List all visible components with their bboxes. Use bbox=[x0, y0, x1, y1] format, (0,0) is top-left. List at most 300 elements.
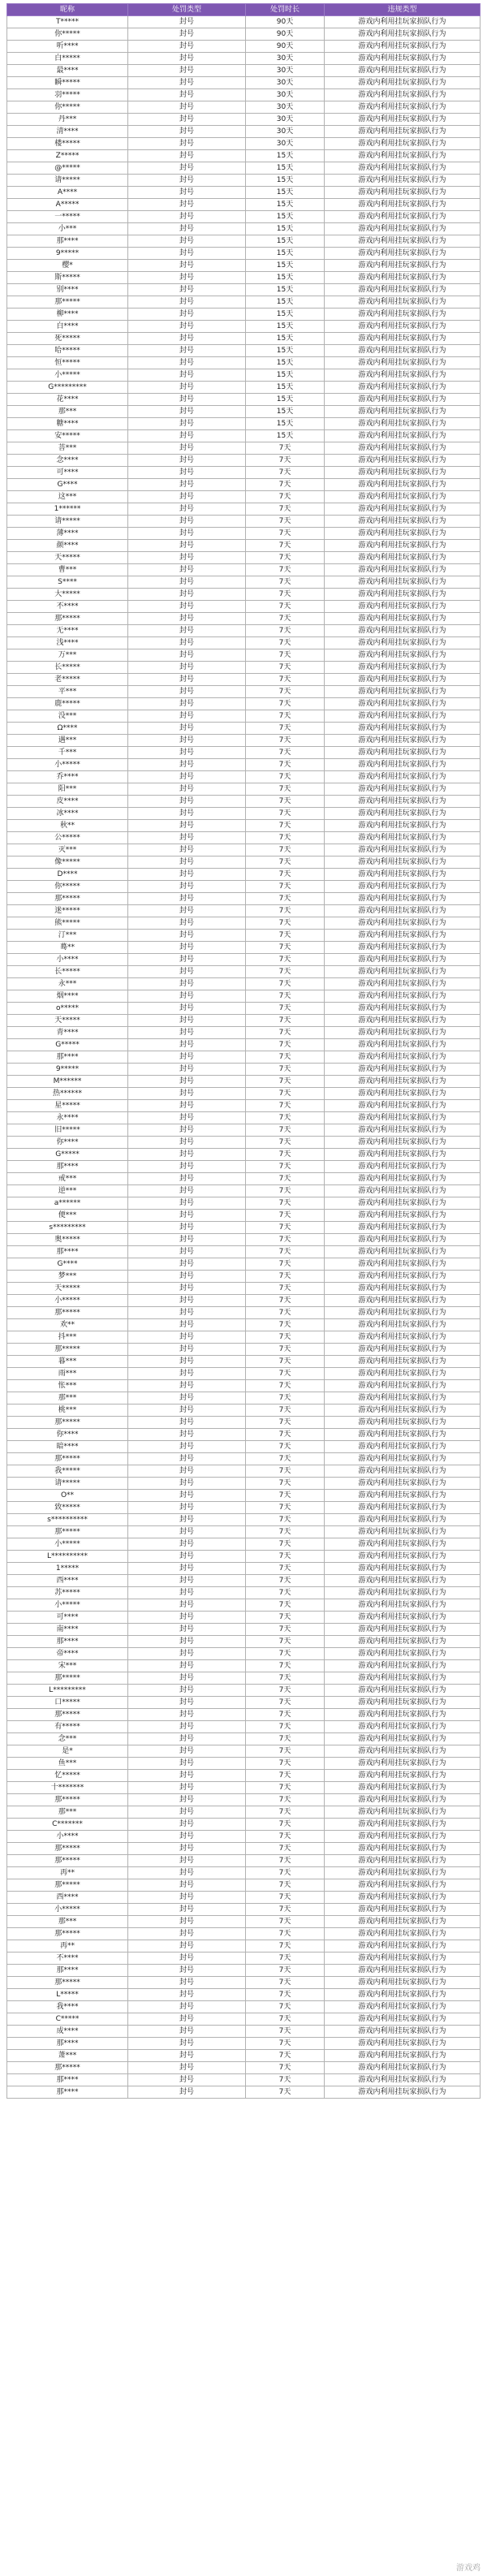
table-row bbox=[7, 990, 481, 1003]
cell-nickname: 小***** bbox=[7, 759, 128, 771]
table-row bbox=[7, 2026, 481, 2038]
cell-violation-type: 游戏内利用挂玩家损队行为 bbox=[325, 1697, 481, 1709]
cell-penalty-duration: 90天 bbox=[246, 28, 325, 41]
cell-penalty-type: 封号 bbox=[128, 1794, 246, 1806]
cell-nickname: 死***** bbox=[7, 333, 128, 345]
cell-violation-type: 游戏内利用挂玩家损队行为 bbox=[325, 1745, 481, 1758]
cell-penalty-duration: 7天 bbox=[246, 1356, 325, 1368]
cell-violation-type: 游戏内利用挂玩家损队行为 bbox=[325, 1709, 481, 1721]
cell-nickname: 有***** bbox=[7, 1721, 128, 1733]
table-row bbox=[7, 1137, 481, 1149]
cell-penalty-type: 封号 bbox=[128, 649, 246, 662]
cell-penalty-duration: 7天 bbox=[246, 1344, 325, 1356]
cell-penalty-duration: 7天 bbox=[246, 1758, 325, 1770]
table-row bbox=[7, 1989, 481, 2001]
table-row bbox=[7, 1185, 481, 1197]
cell-violation-type: 游戏内利用挂玩家损队行为 bbox=[325, 552, 481, 564]
cell-nickname: 那***** bbox=[7, 296, 128, 309]
cell-penalty-type: 封号 bbox=[128, 686, 246, 698]
table-row bbox=[7, 1855, 481, 1867]
cell-penalty-type: 封号 bbox=[128, 1197, 246, 1210]
cell-penalty-duration: 7天 bbox=[246, 1660, 325, 1672]
cell-penalty-duration: 7天 bbox=[246, 1733, 325, 1745]
cell-violation-type: 游戏内利用挂玩家损队行为 bbox=[325, 516, 481, 528]
cell-violation-type: 游戏内利用挂玩家损队行为 bbox=[325, 1636, 481, 1648]
cell-penalty-duration: 7天 bbox=[246, 1331, 325, 1344]
table-row bbox=[7, 1916, 481, 1928]
cell-violation-type: 游戏内利用挂玩家损队行为 bbox=[325, 1952, 481, 1965]
table-header-row bbox=[7, 4, 481, 16]
cell-penalty-type: 封号 bbox=[128, 89, 246, 101]
table-row bbox=[7, 126, 481, 138]
cell-penalty-duration: 7天 bbox=[246, 1100, 325, 1112]
table-row bbox=[7, 114, 481, 126]
cell-nickname: 旧***** bbox=[7, 1124, 128, 1137]
table-row bbox=[7, 1088, 481, 1100]
cell-nickname: 那**** bbox=[7, 2086, 128, 2099]
cell-penalty-duration: 7天 bbox=[246, 1295, 325, 1307]
cell-penalty-duration: 7天 bbox=[246, 2050, 325, 2062]
cell-penalty-duration: 7天 bbox=[246, 1502, 325, 1514]
cell-penalty-type: 封号 bbox=[128, 309, 246, 321]
cell-nickname: O** bbox=[7, 1490, 128, 1502]
cell-penalty-duration: 7天 bbox=[246, 1977, 325, 1989]
cell-nickname: 清**** bbox=[7, 126, 128, 138]
table-row bbox=[7, 576, 481, 589]
cell-nickname: 楼***** bbox=[7, 138, 128, 150]
cell-violation-type: 游戏内利用挂玩家损队行为 bbox=[325, 1892, 481, 1904]
cell-penalty-duration: 7天 bbox=[246, 1258, 325, 1271]
table-row bbox=[7, 467, 481, 479]
cell-violation-type: 游戏内利用挂玩家损队行为 bbox=[325, 820, 481, 832]
cell-nickname: 苏***** bbox=[7, 1587, 128, 1599]
table-row bbox=[7, 1672, 481, 1685]
cell-penalty-type: 封号 bbox=[128, 357, 246, 369]
cell-penalty-type: 封号 bbox=[128, 345, 246, 357]
table-row bbox=[7, 1551, 481, 1563]
cell-nickname: 那***** bbox=[7, 1453, 128, 1465]
table-row bbox=[7, 796, 481, 808]
cell-penalty-type: 封号 bbox=[128, 1465, 246, 1478]
cell-penalty-duration: 7天 bbox=[246, 1149, 325, 1161]
table-row bbox=[7, 1952, 481, 1965]
cell-penalty-duration: 15天 bbox=[246, 357, 325, 369]
table-row bbox=[7, 540, 481, 552]
table-row bbox=[7, 1271, 481, 1283]
cell-penalty-type: 封号 bbox=[128, 126, 246, 138]
cell-violation-type: 游戏内利用挂玩家损队行为 bbox=[325, 1076, 481, 1088]
cell-nickname: 没*** bbox=[7, 710, 128, 723]
cell-nickname: Z***** bbox=[7, 150, 128, 162]
cell-penalty-type: 封号 bbox=[128, 1076, 246, 1088]
cell-nickname: 那***** bbox=[7, 893, 128, 905]
cell-nickname: 阳*** bbox=[7, 783, 128, 796]
cell-penalty-duration: 30天 bbox=[246, 138, 325, 150]
cell-violation-type: 游戏内利用挂玩家损队行为 bbox=[325, 187, 481, 199]
cell-penalty-duration: 7天 bbox=[246, 516, 325, 528]
cell-penalty-type: 封号 bbox=[128, 990, 246, 1003]
table-row bbox=[7, 1003, 481, 1015]
cell-nickname: 梦*** bbox=[7, 1271, 128, 1283]
cell-violation-type: 游戏内利用挂玩家损队行为 bbox=[325, 1331, 481, 1344]
cell-violation-type: 游戏内利用挂玩家损队行为 bbox=[325, 1904, 481, 1916]
cell-penalty-duration: 7天 bbox=[246, 2074, 325, 2086]
cell-violation-type: 游戏内利用挂玩家损队行为 bbox=[325, 637, 481, 649]
cell-violation-type: 游戏内利用挂玩家损队行为 bbox=[325, 1417, 481, 1429]
cell-nickname: 小**** bbox=[7, 1831, 128, 1843]
cell-nickname: 长***** bbox=[7, 662, 128, 674]
cell-penalty-duration: 7天 bbox=[246, 1222, 325, 1234]
cell-violation-type: 游戏内利用挂玩家损队行为 bbox=[325, 503, 481, 516]
table-row bbox=[7, 1064, 481, 1076]
cell-penalty-duration: 7天 bbox=[246, 832, 325, 844]
cell-penalty-type: 封号 bbox=[128, 1027, 246, 1039]
cell-violation-type: 游戏内利用挂玩家损队行为 bbox=[325, 857, 481, 869]
cell-violation-type: 游戏内利用挂玩家损队行为 bbox=[325, 625, 481, 637]
cell-penalty-type: 封号 bbox=[128, 893, 246, 905]
cell-penalty-type: 封号 bbox=[128, 1258, 246, 1271]
cell-nickname: 小***** bbox=[7, 1295, 128, 1307]
cell-penalty-duration: 7天 bbox=[246, 674, 325, 686]
table-row bbox=[7, 1356, 481, 1368]
table-row bbox=[7, 1344, 481, 1356]
cell-violation-type: 游戏内利用挂玩家损队行为 bbox=[325, 942, 481, 954]
cell-penalty-type: 封号 bbox=[128, 857, 246, 869]
table-row bbox=[7, 1319, 481, 1331]
table-row bbox=[7, 2074, 481, 2086]
table-body bbox=[7, 16, 481, 2099]
cell-nickname: C******* bbox=[7, 1819, 128, 1831]
cell-penalty-type: 封号 bbox=[128, 771, 246, 783]
cell-violation-type: 游戏内利用挂玩家损队行为 bbox=[325, 1258, 481, 1271]
cell-nickname: 那***** bbox=[7, 1417, 128, 1429]
header-violation-type: 违规类型 bbox=[325, 4, 481, 16]
cell-nickname: S**** bbox=[7, 576, 128, 589]
cell-violation-type: 游戏内利用挂玩家损队行为 bbox=[325, 1965, 481, 1977]
table-row bbox=[7, 1758, 481, 1770]
cell-penalty-duration: 15天 bbox=[246, 272, 325, 284]
cell-nickname: 1****** bbox=[7, 503, 128, 516]
cell-nickname: 那**** bbox=[7, 1636, 128, 1648]
cell-penalty-type: 封号 bbox=[128, 601, 246, 613]
cell-penalty-type: 封号 bbox=[128, 1124, 246, 1137]
table-row bbox=[7, 41, 481, 53]
cell-penalty-duration: 15天 bbox=[246, 199, 325, 211]
cell-penalty-duration: 7天 bbox=[246, 1672, 325, 1685]
cell-penalty-duration: 7天 bbox=[246, 1405, 325, 1417]
cell-penalty-type: 封号 bbox=[128, 1331, 246, 1344]
cell-penalty-type: 封号 bbox=[128, 1307, 246, 1319]
cell-nickname: 鹿***** bbox=[7, 698, 128, 710]
cell-penalty-type: 封号 bbox=[128, 1904, 246, 1916]
cell-nickname: 丹*** bbox=[7, 114, 128, 126]
cell-penalty-duration: 7天 bbox=[246, 1197, 325, 1210]
cell-penalty-type: 封号 bbox=[128, 540, 246, 552]
cell-penalty-duration: 7天 bbox=[246, 2038, 325, 2050]
cell-penalty-type: 封号 bbox=[128, 1819, 246, 1831]
cell-penalty-duration: 7天 bbox=[246, 1246, 325, 1258]
cell-nickname: 1***** bbox=[7, 1563, 128, 1575]
cell-penalty-type: 封号 bbox=[128, 783, 246, 796]
table-row bbox=[7, 248, 481, 260]
cell-penalty-type: 封号 bbox=[128, 1599, 246, 1612]
cell-violation-type: 游戏内利用挂玩家损队行为 bbox=[325, 2026, 481, 2038]
cell-nickname: 小**** bbox=[7, 954, 128, 966]
cell-violation-type: 游戏内利用挂玩家损队行为 bbox=[325, 601, 481, 613]
cell-penalty-type: 封号 bbox=[128, 1940, 246, 1952]
cell-penalty-duration: 7天 bbox=[246, 540, 325, 552]
cell-violation-type: 游戏内利用挂玩家损队行为 bbox=[325, 1453, 481, 1465]
cell-penalty-duration: 7天 bbox=[246, 2062, 325, 2074]
table-row bbox=[7, 1392, 481, 1405]
table-row bbox=[7, 1940, 481, 1952]
cell-penalty-duration: 7天 bbox=[246, 954, 325, 966]
cell-nickname: 那*** bbox=[7, 406, 128, 418]
table-row bbox=[7, 296, 481, 309]
table-row bbox=[7, 394, 481, 406]
table-row bbox=[7, 1867, 481, 1879]
cell-penalty-duration: 30天 bbox=[246, 114, 325, 126]
cell-penalty-type: 封号 bbox=[128, 1551, 246, 1563]
cell-penalty-duration: 7天 bbox=[246, 1843, 325, 1855]
cell-penalty-duration: 7天 bbox=[246, 1051, 325, 1064]
cell-nickname: 那***** bbox=[7, 1709, 128, 1721]
cell-nickname: 菩*** bbox=[7, 442, 128, 455]
cell-violation-type: 游戏内利用挂玩家损队行为 bbox=[325, 442, 481, 455]
cell-penalty-type: 封号 bbox=[128, 966, 246, 978]
cell-violation-type: 游戏内利用挂玩家损队行为 bbox=[325, 235, 481, 248]
cell-nickname: 糖**** bbox=[7, 418, 128, 430]
cell-penalty-type: 封号 bbox=[128, 954, 246, 966]
cell-nickname: 无**** bbox=[7, 625, 128, 637]
cell-penalty-type: 封号 bbox=[128, 869, 246, 881]
table-row bbox=[7, 406, 481, 418]
cell-penalty-type: 封号 bbox=[128, 503, 246, 516]
table-row bbox=[7, 150, 481, 162]
table-row bbox=[7, 747, 481, 759]
cell-nickname: 那***** bbox=[7, 1344, 128, 1356]
table-row bbox=[7, 625, 481, 637]
cell-violation-type: 游戏内利用挂玩家损队行为 bbox=[325, 1344, 481, 1356]
cell-violation-type: 游戏内利用挂玩家损队行为 bbox=[325, 735, 481, 747]
cell-nickname: L********** bbox=[7, 1551, 128, 1563]
table-row bbox=[7, 1819, 481, 1831]
cell-penalty-type: 封号 bbox=[128, 589, 246, 601]
cell-penalty-type: 封号 bbox=[128, 1831, 246, 1843]
cell-penalty-duration: 7天 bbox=[246, 2086, 325, 2099]
cell-nickname: 我**** bbox=[7, 2001, 128, 2013]
table-row bbox=[7, 1453, 481, 1465]
cell-violation-type: 游戏内利用挂玩家损队行为 bbox=[325, 2062, 481, 2074]
cell-violation-type: 游戏内利用挂玩家损队行为 bbox=[325, 1819, 481, 1831]
cell-penalty-type: 封号 bbox=[128, 187, 246, 199]
cell-penalty-type: 封号 bbox=[128, 53, 246, 65]
cell-penalty-type: 封号 bbox=[128, 674, 246, 686]
cell-nickname: G***** bbox=[7, 1039, 128, 1051]
cell-nickname: 那**** bbox=[7, 1246, 128, 1258]
cell-penalty-duration: 7天 bbox=[246, 455, 325, 467]
cell-penalty-type: 封号 bbox=[128, 1405, 246, 1417]
table-row bbox=[7, 1368, 481, 1380]
cell-violation-type: 游戏内利用挂玩家损队行为 bbox=[325, 1490, 481, 1502]
cell-penalty-type: 封号 bbox=[128, 1538, 246, 1551]
cell-violation-type: 游戏内利用挂玩家损队行为 bbox=[325, 1551, 481, 1563]
cell-violation-type: 游戏内利用挂玩家损队行为 bbox=[325, 1916, 481, 1928]
cell-violation-type: 游戏内利用挂玩家损队行为 bbox=[325, 1003, 481, 1015]
cell-penalty-type: 封号 bbox=[128, 1210, 246, 1222]
cell-nickname: 薄**** bbox=[7, 528, 128, 540]
cell-nickname: 别**** bbox=[7, 284, 128, 296]
cell-penalty-duration: 7天 bbox=[246, 930, 325, 942]
cell-penalty-type: 封号 bbox=[128, 1185, 246, 1197]
cell-violation-type: 游戏内利用挂玩家损队行为 bbox=[325, 2013, 481, 2026]
cell-violation-type: 游戏内利用挂玩家损队行为 bbox=[325, 1356, 481, 1368]
cell-penalty-duration: 7天 bbox=[246, 1526, 325, 1538]
cell-penalty-duration: 7天 bbox=[246, 1368, 325, 1380]
table-row bbox=[7, 1502, 481, 1514]
cell-penalty-duration: 15天 bbox=[246, 406, 325, 418]
cell-penalty-type: 封号 bbox=[128, 65, 246, 77]
table-row bbox=[7, 637, 481, 649]
table-row bbox=[7, 309, 481, 321]
cell-penalty-type: 封号 bbox=[128, 211, 246, 223]
cell-penalty-type: 封号 bbox=[128, 1867, 246, 1879]
table-row bbox=[7, 881, 481, 893]
cell-penalty-duration: 7天 bbox=[246, 735, 325, 747]
cell-penalty-type: 封号 bbox=[128, 321, 246, 333]
table-row bbox=[7, 723, 481, 735]
cell-violation-type: 游戏内利用挂玩家损队行为 bbox=[325, 990, 481, 1003]
table-row bbox=[7, 2062, 481, 2074]
cell-violation-type: 游戏内利用挂玩家损队行为 bbox=[325, 1185, 481, 1197]
cell-violation-type: 游戏内利用挂玩家损队行为 bbox=[325, 1538, 481, 1551]
cell-nickname: 忆***** bbox=[7, 1770, 128, 1782]
cell-nickname: 请***** bbox=[7, 175, 128, 187]
cell-penalty-type: 封号 bbox=[128, 1295, 246, 1307]
cell-penalty-duration: 7天 bbox=[246, 467, 325, 479]
cell-penalty-duration: 7天 bbox=[246, 1185, 325, 1197]
table-row bbox=[7, 1076, 481, 1088]
cell-violation-type: 游戏内利用挂玩家损队行为 bbox=[325, 1173, 481, 1185]
table-row bbox=[7, 1405, 481, 1417]
table-row bbox=[7, 77, 481, 89]
table-row bbox=[7, 1197, 481, 1210]
cell-violation-type: 游戏内利用挂玩家损队行为 bbox=[325, 1770, 481, 1782]
cell-penalty-type: 封号 bbox=[128, 406, 246, 418]
cell-penalty-type: 封号 bbox=[128, 1100, 246, 1112]
cell-violation-type: 游戏内利用挂玩家损队行为 bbox=[325, 589, 481, 601]
table-row bbox=[7, 966, 481, 978]
cell-nickname: 听**** bbox=[7, 41, 128, 53]
cell-violation-type: 游戏内利用挂玩家损队行为 bbox=[325, 966, 481, 978]
cell-penalty-type: 封号 bbox=[128, 1526, 246, 1538]
table-row bbox=[7, 893, 481, 905]
cell-penalty-type: 封号 bbox=[128, 418, 246, 430]
cell-penalty-duration: 7天 bbox=[246, 1137, 325, 1149]
cell-violation-type: 游戏内利用挂玩家损队行为 bbox=[325, 1648, 481, 1660]
cell-penalty-duration: 7天 bbox=[246, 1928, 325, 1940]
cell-violation-type: 游戏内利用挂玩家损队行为 bbox=[325, 1685, 481, 1697]
cell-penalty-type: 封号 bbox=[128, 455, 246, 467]
cell-violation-type: 游戏内利用挂玩家损队行为 bbox=[325, 1526, 481, 1538]
cell-penalty-duration: 7天 bbox=[246, 1599, 325, 1612]
cell-nickname: 念*** bbox=[7, 1733, 128, 1745]
cell-penalty-type: 封号 bbox=[128, 1283, 246, 1295]
table-row bbox=[7, 1222, 481, 1234]
cell-penalty-type: 封号 bbox=[128, 272, 246, 284]
cell-violation-type: 游戏内利用挂玩家损队行为 bbox=[325, 309, 481, 321]
cell-penalty-type: 封号 bbox=[128, 2001, 246, 2013]
cell-penalty-duration: 7天 bbox=[246, 1575, 325, 1587]
cell-penalty-type: 封号 bbox=[128, 235, 246, 248]
cell-penalty-duration: 15天 bbox=[246, 418, 325, 430]
table-row bbox=[7, 905, 481, 917]
header-penalty-type: 处罚类型 bbox=[128, 4, 246, 16]
table-row bbox=[7, 1733, 481, 1745]
cell-violation-type: 游戏内利用挂玩家损队行为 bbox=[325, 1027, 481, 1039]
cell-nickname: 公***** bbox=[7, 832, 128, 844]
cell-penalty-type: 封号 bbox=[128, 576, 246, 589]
cell-penalty-type: 封号 bbox=[128, 382, 246, 394]
table-row bbox=[7, 418, 481, 430]
cell-penalty-duration: 7天 bbox=[246, 1867, 325, 1879]
cell-nickname: C***** bbox=[7, 2013, 128, 2026]
table-row bbox=[7, 1575, 481, 1587]
cell-penalty-duration: 7天 bbox=[246, 1855, 325, 1867]
cell-violation-type: 游戏内利用挂玩家损队行为 bbox=[325, 796, 481, 808]
cell-nickname: 曹*** bbox=[7, 564, 128, 576]
cell-violation-type: 游戏内利用挂玩家损队行为 bbox=[325, 954, 481, 966]
cell-penalty-type: 封号 bbox=[128, 248, 246, 260]
cell-penalty-duration: 7天 bbox=[246, 820, 325, 832]
cell-nickname: 最**** bbox=[7, 65, 128, 77]
cell-nickname: 你**** bbox=[7, 1137, 128, 1149]
cell-penalty-type: 封号 bbox=[128, 1855, 246, 1867]
cell-penalty-type: 封号 bbox=[128, 1417, 246, 1429]
cell-nickname: 十******* bbox=[7, 1782, 128, 1794]
cell-nickname: 烟**** bbox=[7, 990, 128, 1003]
cell-nickname: 秋** bbox=[7, 820, 128, 832]
cell-violation-type: 游戏内利用挂玩家损队行为 bbox=[325, 1977, 481, 1989]
cell-nickname: 那***** bbox=[7, 613, 128, 625]
cell-nickname: 颜**** bbox=[7, 540, 128, 552]
cell-penalty-duration: 7天 bbox=[246, 1624, 325, 1636]
cell-penalty-type: 封号 bbox=[128, 1392, 246, 1405]
cell-penalty-type: 封号 bbox=[128, 1672, 246, 1685]
cell-violation-type: 游戏内利用挂玩家损队行为 bbox=[325, 686, 481, 698]
cell-nickname: 可**** bbox=[7, 1612, 128, 1624]
cell-nickname: 请***** bbox=[7, 1478, 128, 1490]
cell-violation-type: 游戏内利用挂玩家损队行为 bbox=[325, 1441, 481, 1453]
table-row bbox=[7, 491, 481, 503]
cell-violation-type: 游戏内利用挂玩家损队行为 bbox=[325, 89, 481, 101]
cell-nickname: 那***** bbox=[7, 1794, 128, 1806]
table-row bbox=[7, 235, 481, 248]
cell-penalty-type: 封号 bbox=[128, 1161, 246, 1173]
cell-penalty-duration: 7天 bbox=[246, 1952, 325, 1965]
table-row bbox=[7, 1624, 481, 1636]
cell-violation-type: 游戏内利用挂玩家损队行为 bbox=[325, 28, 481, 41]
cell-penalty-type: 封号 bbox=[128, 1733, 246, 1745]
cell-nickname: 小***** bbox=[7, 1904, 128, 1916]
cell-penalty-type: 封号 bbox=[128, 2038, 246, 2050]
cell-violation-type: 游戏内利用挂玩家损队行为 bbox=[325, 710, 481, 723]
cell-penalty-type: 封号 bbox=[128, 1039, 246, 1051]
table-row bbox=[7, 783, 481, 796]
cell-penalty-type: 封号 bbox=[128, 516, 246, 528]
cell-nickname: 千*** bbox=[7, 747, 128, 759]
cell-nickname: 小*** bbox=[7, 223, 128, 235]
